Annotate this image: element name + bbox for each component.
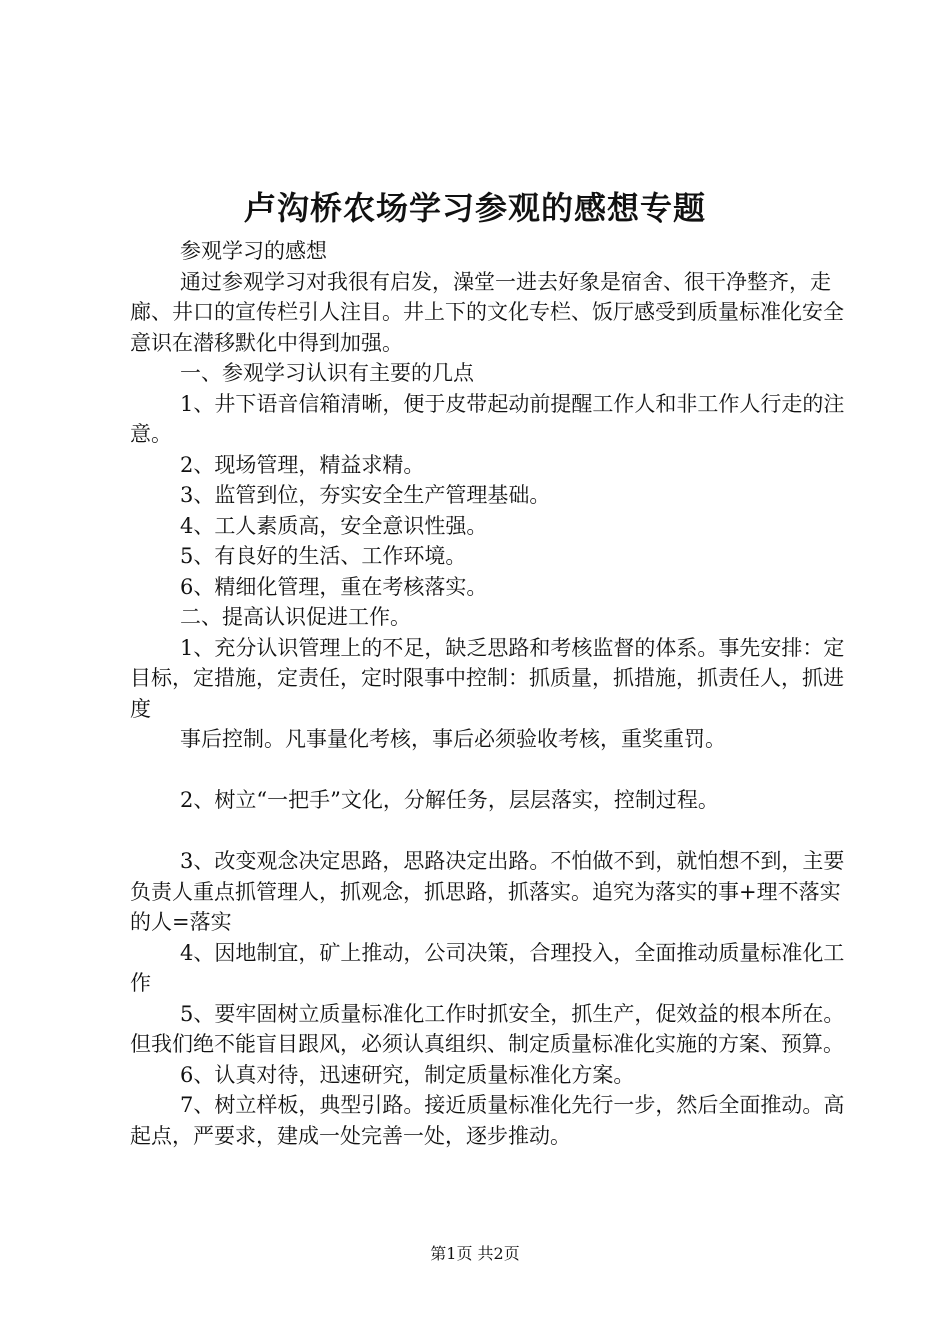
list-item: 6、认真对待，迅速研究，制定质量标准化方案。 (180, 1062, 635, 1087)
list-item-continuation: 事后控制。凡事量化考核，事后必须验收考核，重奖重罚。 (180, 727, 726, 751)
list-item: 1、井下语音信箱清晰，便于皮带起动前提醒工作人和非工作人行走的注意。 (130, 391, 845, 446)
section-heading-2: 二、提高认识促进工作。 (180, 605, 411, 629)
section-heading-1: 一、参观学习认识有主要的几点 (180, 361, 474, 385)
paragraph-subtitle: 参观学习的感想 (180, 239, 327, 263)
list-item: 4、工人素质高，安全意识性强。 (180, 513, 488, 538)
list-item: 7、树立样板，典型引路。接近质量标准化先行一步，然后全面推动。高起点，严要求，建成一处完善一处，逐步推动。 (130, 1093, 845, 1148)
list-item: 5、要牢固树立质量标准化工作时抓安全，抓生产，促效益的根本所在。但我们绝不能盲目跟风，必须认真组织、制定质量标准化实施的方案、预算。 (130, 1001, 845, 1056)
page-footer: 第1页 共2页 (430, 1244, 520, 1263)
list-item: 4、因地制宜，矿上推动，公司决策，合理投入，全面推动质量标准化工作 (130, 940, 845, 995)
list-item: 3、监管到位，夯实安全生产管理基础。 (180, 483, 551, 507)
list-item: 2、树立“一把手”文化，分解任务，层层落实，控制过程。 (180, 788, 719, 812)
paragraph-intro: 通过参观学习对我很有启发，澡堂一进去好象是宿舍、很干净整齐，走廊、井口的宣传栏引人注目。井上下的文化专栏、饭厅感受到质量标准化安全意识在潜移默化中得到加强。 (130, 269, 844, 355)
list-item: 1、充分认识管理上的不足，缺乏思路和考核监督的体系。事先安排：定目标，定措施，定责任，定时限事中控制：抓质量，抓措施，抓责任人，抓进度 (130, 635, 845, 721)
list-item: 6、精细化管理，重在考核落实。 (180, 574, 488, 599)
blank-line (130, 755, 850, 786)
blank-line (130, 816, 850, 847)
list-item: 3、改变观念决定思路，思路决定出路。不怕做不到，就怕想不到，主要负责人重点抓管理人，抓观念，抓思路，抓落实。追究为落实的事+理不落实的人=落实 (130, 849, 845, 934)
list-item: 2、现场管理，精益求精。 (180, 452, 425, 477)
list-item: 5、有良好的生活、工作环境。 (180, 544, 467, 568)
document-body (130, 236, 850, 1151)
document-title: 卢沟桥农场学习参观的感想专题 (243, 189, 706, 227)
